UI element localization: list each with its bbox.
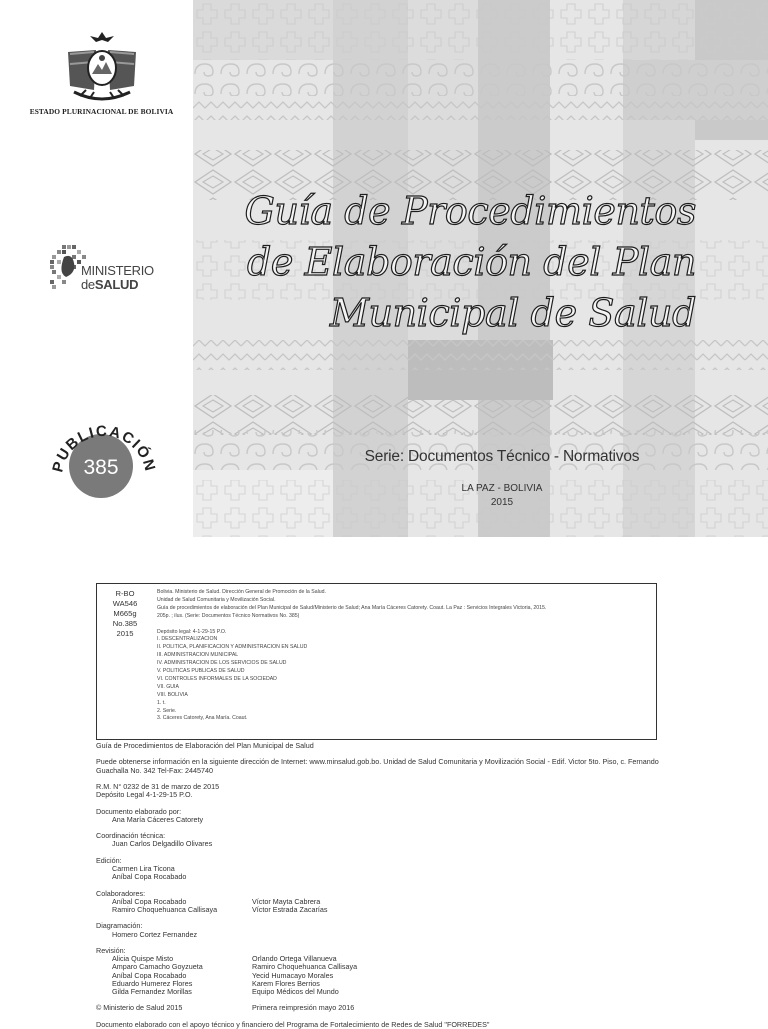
call-number-line: M665g	[113, 609, 137, 618]
subject-line: VI. CONTROLES INFORMALES DE LA SOCIEDAD	[157, 675, 277, 682]
colaborador-name: Ramiro Choquehuanca Callisaya	[112, 904, 218, 914]
revisor-name: Amparo Camacho Goyzueta	[112, 962, 203, 972]
copyright-text: © Ministerio de Salud 2015	[96, 1003, 183, 1013]
place-label: LA PAZ - BOLIVIA	[461, 483, 543, 494]
revision-row	[96, 972, 736, 980]
edicion-name: Carmen Lira Ticona	[112, 863, 175, 873]
subject-line: 3. Cáceres Catorety, Ana María. Coaut.	[157, 715, 248, 722]
subject-line: I. DESCENTRALIZACION	[157, 636, 218, 643]
revisor-name: Aníbal Copa Rocabado	[112, 970, 187, 980]
publicacion-arc-text: PUBLICACIÓN	[49, 422, 159, 475]
footer-note: Documento elaborado con el apoyo técnico y financiero del Programa de Fortalecimiento de Redes de Salud "FORREDES"	[96, 1019, 490, 1029]
info-line: Puede obtenerse información en la siguiente dirección de Internet: www.minsalud.gob.bo. Unidad de Salud Comunitaria y Movilización Social - Edif. Victor 5to. Piso, c. Fernando	[96, 757, 659, 767]
edicion-name: Aníbal Copa Rocabado	[112, 872, 187, 882]
rm-line: R.M. N° 0232 de 31 de marzo de 2015	[96, 781, 220, 791]
revision-row	[96, 963, 736, 971]
subject-line: VII. GUIA	[157, 683, 179, 690]
title-line-3: Municipal de Salud	[330, 291, 696, 335]
publicacion-badge	[44, 408, 160, 504]
title-line-2: de Elaboración del Plan	[246, 240, 696, 284]
diagramacion-name: Homero Cortez Fernandez	[112, 929, 198, 939]
revision-row	[96, 980, 736, 988]
left-column	[0, 0, 193, 537]
subject-line: 1. t.	[157, 699, 166, 706]
revisor-name: Alicia Quispe Misto	[112, 954, 174, 964]
revisor-name: Ramiro Choquehuanca Callisaya	[252, 962, 358, 972]
deposito-line: Depósito Legal 4-1-29-15 P.O.	[96, 790, 193, 800]
coordinacion-name: Juan Carlos Delgadillo Olivares	[112, 839, 213, 849]
subject-line: III. ADMINISTRACION MUNICIPAL	[157, 652, 239, 659]
estado-plurinacional-label: ESTADO PLURINACIONAL DE BOLIVIA	[29, 107, 174, 116]
ministerio-de-salud-logo	[48, 242, 163, 294]
colaborador-name: Aníbal Copa Rocabado	[112, 896, 187, 906]
call-number-line: R-BO	[115, 589, 135, 598]
colaborador-name: Víctor Mayta Cabrera	[252, 896, 321, 906]
entry-line: 205p. ; ilus. (Serie: Documentos Técnico Normativos No. 385)	[157, 612, 300, 619]
cover-band	[193, 0, 768, 537]
revisor-name: Eduardo Humerez Flores	[112, 978, 193, 988]
subject-line: VIII. BOLIVIA	[157, 691, 188, 698]
diagramacion-label: Diagramación:	[96, 921, 143, 931]
copyright-row	[96, 1004, 736, 1012]
entry-line: Bolivia. Ministerio de Salud. Dirección General de Promoción de la Salud.	[157, 589, 326, 595]
revisor-name: Gilda Fernandez Morillas	[112, 986, 192, 996]
elaborado-name: Ana María Cáceres Catorety	[112, 814, 204, 824]
year-label: 2015	[490, 497, 514, 508]
credits	[96, 742, 736, 1029]
call-number-line: No.385	[112, 619, 138, 628]
ministerio-text: MINISTERIO	[81, 263, 154, 278]
subject-line: II. POLITICA, PLANIFICACION Y ADMINISTRACION EN SALUD	[157, 644, 308, 651]
serie-label: Serie: Documentos Técnico - Normativos	[364, 448, 640, 465]
call-number	[101, 589, 149, 639]
title-line-1: Guía de Procedimientos	[244, 189, 696, 233]
publicacion-number: 385	[83, 456, 119, 479]
revisor-name: Yecid Humacayo Morales	[252, 970, 334, 980]
colaboradores-row	[96, 906, 736, 914]
revision-label: Revisión:	[96, 945, 126, 955]
colaboradores-label: Colaboradores:	[96, 888, 146, 898]
subject-line: Depósito legal: 4-1-29-15 P.O.	[157, 628, 227, 635]
bolivia-coat-of-arms-icon	[60, 30, 144, 104]
info-line: Guachalla No. 342 Tel-Fax: 2445740	[96, 765, 213, 775]
revision-row	[96, 988, 736, 996]
revisor-name: Orlando Ortega Villanueva	[252, 954, 337, 964]
entry-line: Unidad de Salud Comunitaria y Movilización Social.	[157, 596, 276, 603]
call-number-line: 2015	[116, 629, 134, 638]
de-salud-text: deSALUD	[81, 277, 139, 292]
revisor-name: Equipo Médicos del Mundo	[252, 986, 339, 996]
book-title: Guía de Procedimientos de Elaboración del Plan Municipal de Salud	[96, 741, 314, 750]
revisor-name: Karem Flores Berrios	[252, 978, 320, 988]
entry-line: Guía de procedimientos de elaboración del Plan Municipal de Salud/Ministerio de Salud; Ana María Cáceres Catorety. Coaut. La Paz : Servicios Integrales Victoria, 2015.	[157, 604, 547, 611]
call-number-line: WA546	[112, 599, 138, 608]
elaborado-label: Documento elaborado por:	[96, 806, 182, 816]
cover-title	[245, 186, 696, 339]
subject-line: IV. ADMINISTRACION DE LOS SERVICIOS DE SALUD	[157, 660, 287, 667]
catalog-entry	[157, 589, 652, 723]
coordinacion-label: Coordinación técnica:	[96, 831, 166, 841]
edicion-label: Edición:	[96, 855, 122, 865]
reprint-text: Primera reimpresión mayo 2016	[252, 1003, 355, 1013]
colaborador-name: Víctor Estrada Zacarías	[252, 904, 328, 914]
subject-line: 2. Serie.	[157, 707, 177, 714]
catalog-card	[96, 583, 657, 740]
subject-line: V. POLITICAS PUBLICAS DE SALUD	[157, 668, 245, 675]
